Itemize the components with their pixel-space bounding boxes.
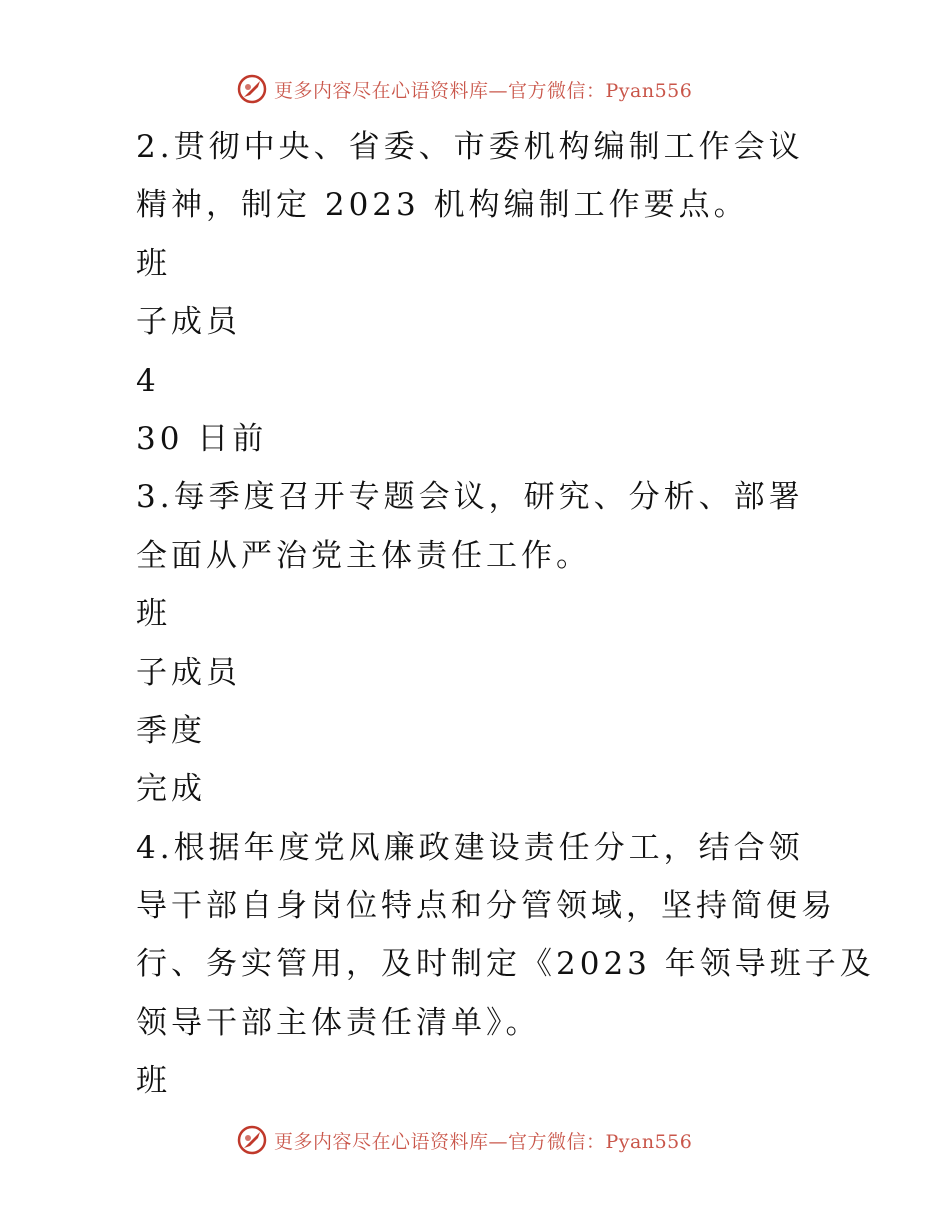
text-line: 4.根据年度党风廉政建设责任分工，结合领 (136, 829, 804, 866)
text-line: 全面从严治党主体责任工作。 (136, 537, 591, 574)
quill-logo-icon (236, 73, 268, 105)
document-body (136, 118, 875, 1111)
text-line: 3.每季度召开专题会议，研究、分析、部署 (136, 479, 804, 516)
header-watermark (236, 72, 692, 106)
text-line: 季度 (136, 712, 206, 749)
text-line: 2.贯彻中央、省委、市委机构编制工作会议 (136, 129, 804, 165)
watermark-text: 更多内容尽在心语资料库—官方微信：Pyan556 (274, 79, 693, 102)
text-line: 子成员 (136, 654, 241, 691)
text-line: 领导干部主体责任清单》。 (136, 1004, 541, 1041)
text-line: 班 (136, 245, 171, 282)
footer-watermark (236, 1123, 692, 1157)
text-line: 4 (136, 362, 160, 399)
quill-logo-icon (236, 1124, 268, 1156)
text-line: 完成 (136, 771, 206, 808)
text-line: 精神，制定 2023 机构编制工作要点。 (136, 187, 749, 224)
text-line: 30 日前 (136, 420, 268, 457)
text-line: 子成员 (136, 304, 241, 341)
watermark-text: 更多内容尽在心语资料库—官方微信：Pyan556 (274, 1130, 693, 1153)
text-line: 行、务实管用，及时制定《2023 年领导班子及 (136, 946, 875, 983)
text-line: 班 (136, 596, 171, 633)
text-line: 班 (136, 1063, 171, 1100)
text-line: 导干部自身岗位特点和分管领域，坚持简便易 (136, 888, 836, 925)
